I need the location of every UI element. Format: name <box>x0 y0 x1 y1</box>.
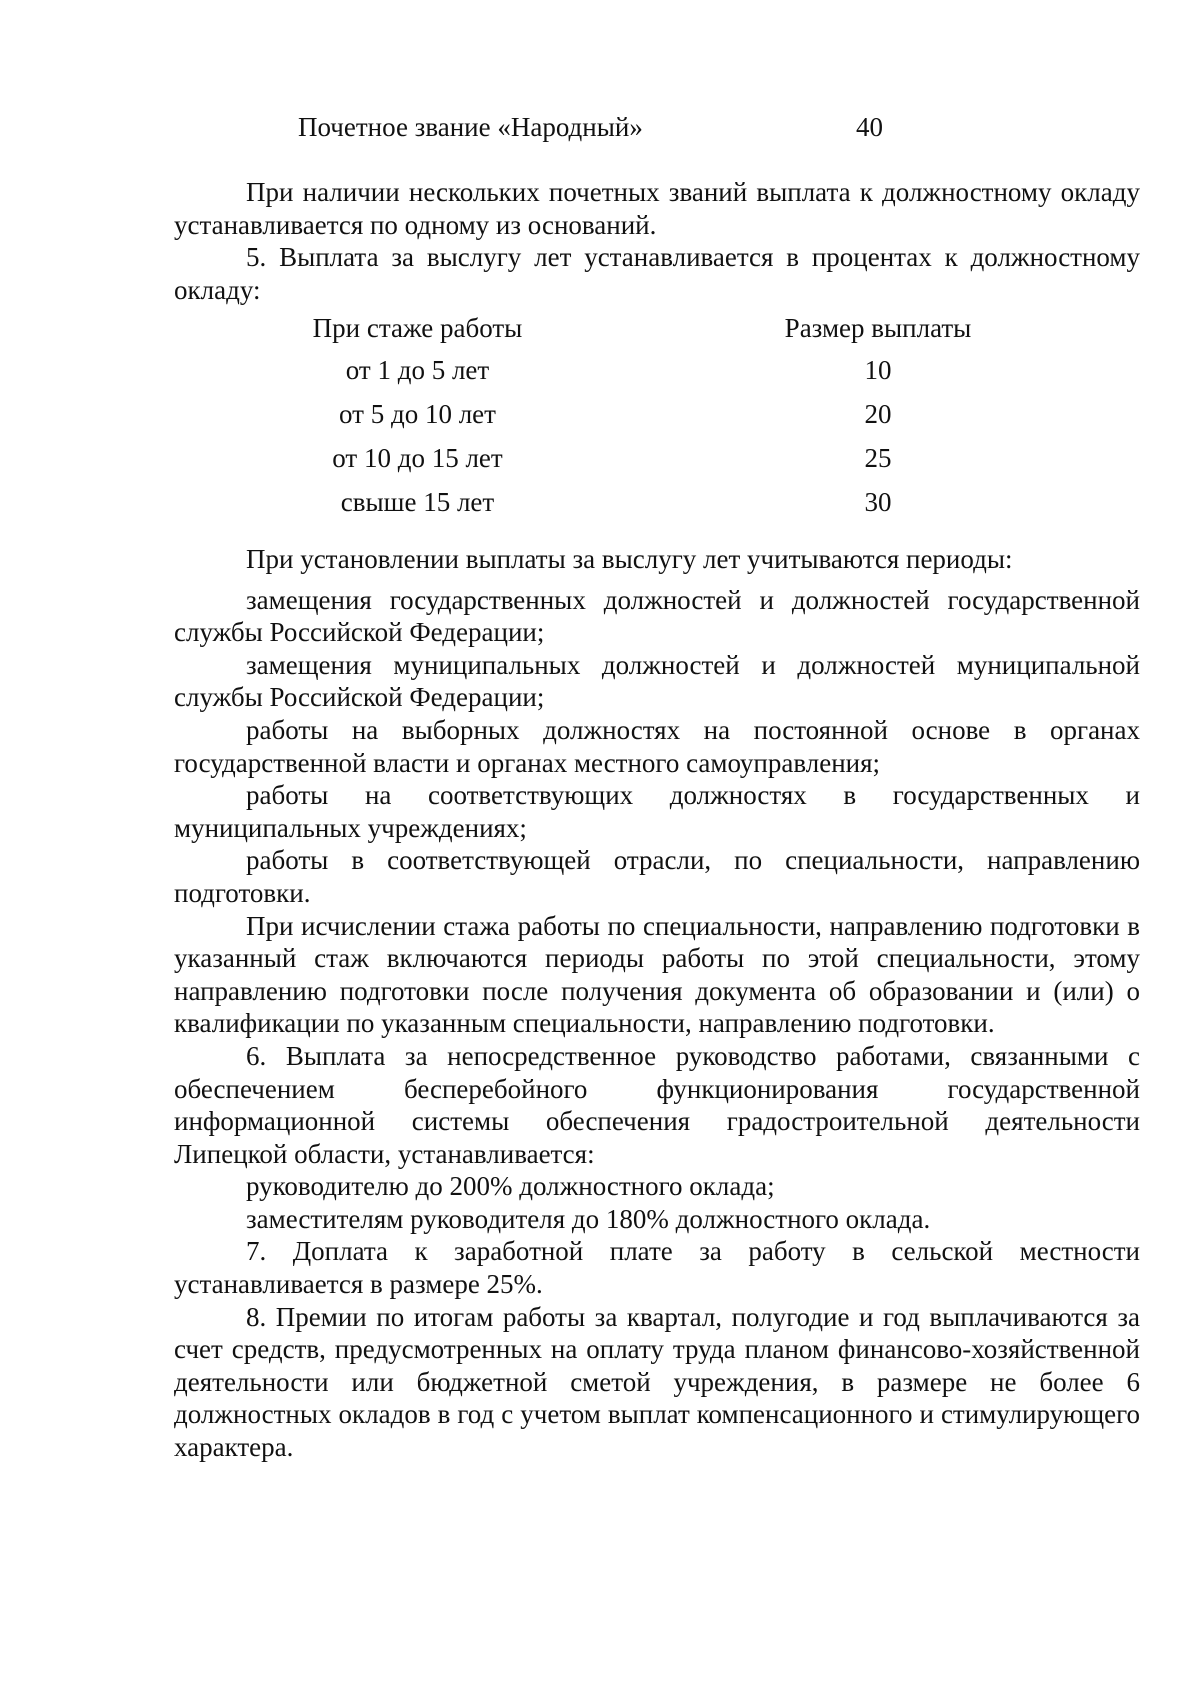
paragraph: При исчислении стажа работы по специальности, направлению подготовки в указанный стаж включаются периоды работы по этой специальности, этому направлению подготовки после получения документа об образовании и (или) о квалификации по указанным специальности, направлению подготовки. <box>174 910 1140 1039</box>
table-cell: от 1 до 5 лет <box>345 355 490 385</box>
paragraph: 6. Выплата за непосредственное руководство работами, связанными с обеспечением бесперебойного функционирования государственной информационной системы обеспечения градостроительной деятельности Липецкой области, устанавливается: <box>174 1040 1140 1169</box>
honorary-title-row <box>0 112 1200 152</box>
paragraph: работы на соответствующих должностях в государственных и муниципальных учреждениях; <box>174 780 1140 843</box>
table-cell: 30 <box>864 487 892 517</box>
document-body-continued <box>174 543 1140 1464</box>
paragraph: работы в соответствующей отрасли, по специальности, направлению подготовки. <box>174 845 1140 908</box>
table-header-cell: Размер выплаты <box>784 313 972 343</box>
table-cell: свыше 15 лет <box>340 487 495 517</box>
table-row <box>0 399 1200 439</box>
honorary-title-value: 40 <box>856 112 883 142</box>
document-body <box>174 176 1140 306</box>
paragraph: руководителю до 200% должностного оклада; <box>246 1171 775 1202</box>
paragraph: замещения государственных должностей и должностей государственной службы Российской Федерации; <box>174 584 1140 648</box>
table-cell: от 10 до 15 лет <box>332 443 503 473</box>
paragraph: При наличии нескольких почетных званий выплата к должностному окладу устанавливается по одному из оснований. <box>174 177 1140 240</box>
paragraph: 8. Премии по итогам работы за квартал, полугодие и год выплачиваются за счет средств, предусмотренных на оплату труда планом финансово-хозяйственной деятельности или бюджетной сметой учреждения, в размере не более 6 должностных окладов в год с учетом выплат компенсационного и стимулирующего характера. <box>174 1301 1140 1463</box>
table-header-row <box>0 313 1200 353</box>
table-header-cell: При стаже работы <box>312 313 523 343</box>
table-cell: 20 <box>864 399 892 429</box>
table-row <box>0 355 1200 395</box>
paragraph: заместителям руководителя до 180% должностного оклада. <box>246 1203 931 1234</box>
table-cell: 25 <box>864 443 892 473</box>
paragraph: 7. Доплата к заработной плате за работу в сельской местности устанавливается в размере 25%. <box>174 1236 1140 1300</box>
table-row <box>0 487 1200 527</box>
honorary-title-label: Почетное звание «Народный» <box>298 112 643 142</box>
paragraph: При установлении выплаты за выслугу лет учитываются периоды: <box>246 544 1013 574</box>
paragraph: 5. Выплата за выслугу лет устанавливается в процентах к должностному окладу: <box>174 242 1140 305</box>
table-cell: 10 <box>864 355 892 385</box>
paragraph: замещения муниципальных должностей и должностей муниципальной службы Российской Федерации; <box>174 649 1140 713</box>
table-cell: от 5 до 10 лет <box>339 399 496 429</box>
paragraph: работы на выборных должностях на постоянной основе в органах государственной власти и органах местного самоуправления; <box>174 714 1140 778</box>
table-row <box>0 443 1200 483</box>
